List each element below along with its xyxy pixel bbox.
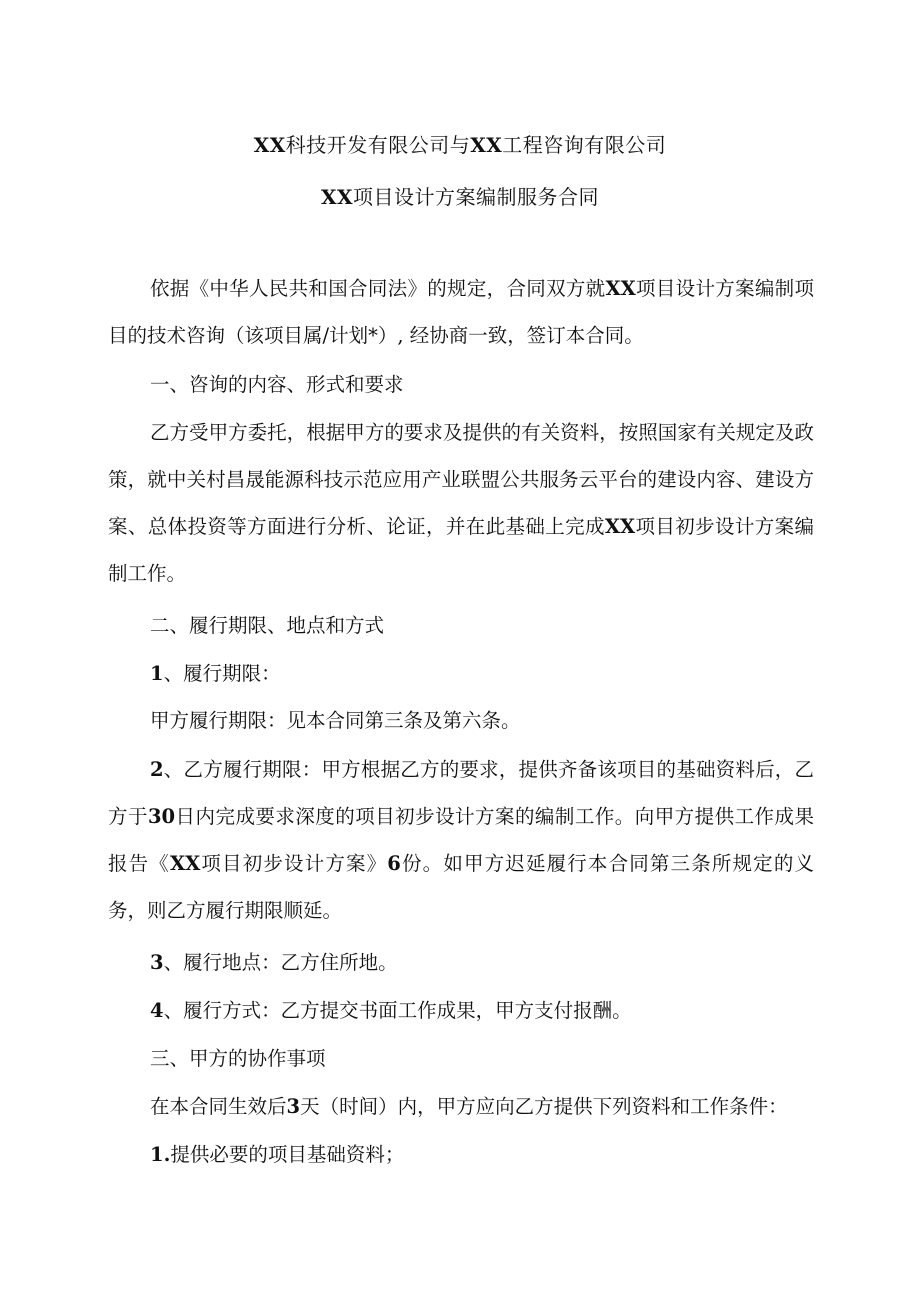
title-company-2-prefix: XX [470, 133, 503, 157]
item-2-text-a: 、乙方履行期限：甲方根据乙方的要求，提供齐备该项目的基础资料后，乙方于 [108, 758, 814, 828]
item-1-number: 1 [150, 662, 164, 685]
item-4 [108, 987, 814, 1034]
section-3-item-1-text: 提供必要的项目基础资料； [170, 1143, 405, 1166]
section-3-item-1-number: 1. [150, 1143, 171, 1166]
item-2-text-c: 项目初步设计方案》 [200, 852, 388, 875]
intro-text-a: 依据《中华人民共和国合同法》的规定，合同双方就 [150, 277, 606, 300]
item-4-number: 4 [150, 999, 164, 1022]
section-1-body [108, 409, 814, 597]
item-2-project-code: XX [169, 852, 201, 875]
item-2-days: 30 [147, 805, 176, 828]
title-line-1 [0, 133, 920, 157]
section-3-heading: 三、甲方的协作事项 [150, 1047, 326, 1070]
section-2-heading: 二、履行期限、地点和方式 [150, 614, 385, 637]
item-3 [108, 939, 814, 986]
item-3-text: 、履行地点：乙方住所地。 [163, 951, 398, 974]
section-3-item-1 [108, 1131, 814, 1178]
item-1-text: 、履行期限： [163, 662, 281, 685]
section-1-text-a: 乙方受甲方委托，根据甲方的要求及提供的有关资料，按照国家有关规定及政策，就中关村昌晟能源科技示范应用产业联盟公共服务云平台的建设内容、建设方案、总体投资等方面进行分析、论证，并在此基础上完成 [108, 421, 814, 538]
item-3-number: 3 [150, 951, 164, 974]
intro-project-code: XX [605, 277, 636, 300]
intro-paragraph [108, 265, 814, 359]
title-line-2 [0, 185, 920, 209]
item-2-copies: 6 [387, 852, 401, 875]
item-2-text-d: 份。如甲方迟延履行本合同第三条所规定的义务，则乙方履行期限顺延。 [108, 852, 814, 922]
section-3-days: 3 [286, 1095, 301, 1118]
section-1-project-code: XX [604, 515, 636, 538]
title-company-1-name: 科技开发有限公司与 [285, 133, 471, 157]
section-3-text-b: 天（时间）内，甲方应向乙方提供下列资料和工作条件： [300, 1095, 788, 1118]
item-1-body: 甲方履行期限：见本合同第三条及第六条。 [150, 709, 521, 732]
title-company-2-name: 工程咨询有限公司 [502, 133, 667, 157]
section-1-heading: 一、咨询的内容、形式和要求 [150, 373, 404, 396]
item-4-text: 、履行方式：乙方提交书面工作成果，甲方支付报酬。 [163, 999, 632, 1022]
item-1 [108, 650, 814, 697]
item-2 [108, 746, 814, 934]
title-project-prefix: XX [320, 185, 354, 209]
intro-text-c: 项目设计方案编制项目的技术咨询（该项目属/计划*）, 经协商一致，签订本合同。 [108, 277, 814, 347]
title-company-1-prefix: XX [253, 133, 286, 157]
item-2-number: 2 [150, 758, 164, 781]
section-3-text-a: 在本合同生效后 [150, 1095, 287, 1118]
title-project-name: 项目设计方案编制服务合同 [353, 185, 600, 209]
item-2-text-b: 日内完成要求深度的项目初步设计方案的编制工作。向甲方提供工作成果报告《 [108, 805, 814, 875]
section-1-text-c: 项目初步设计方案编制工作。 [108, 515, 814, 585]
section-3-body [108, 1083, 814, 1130]
